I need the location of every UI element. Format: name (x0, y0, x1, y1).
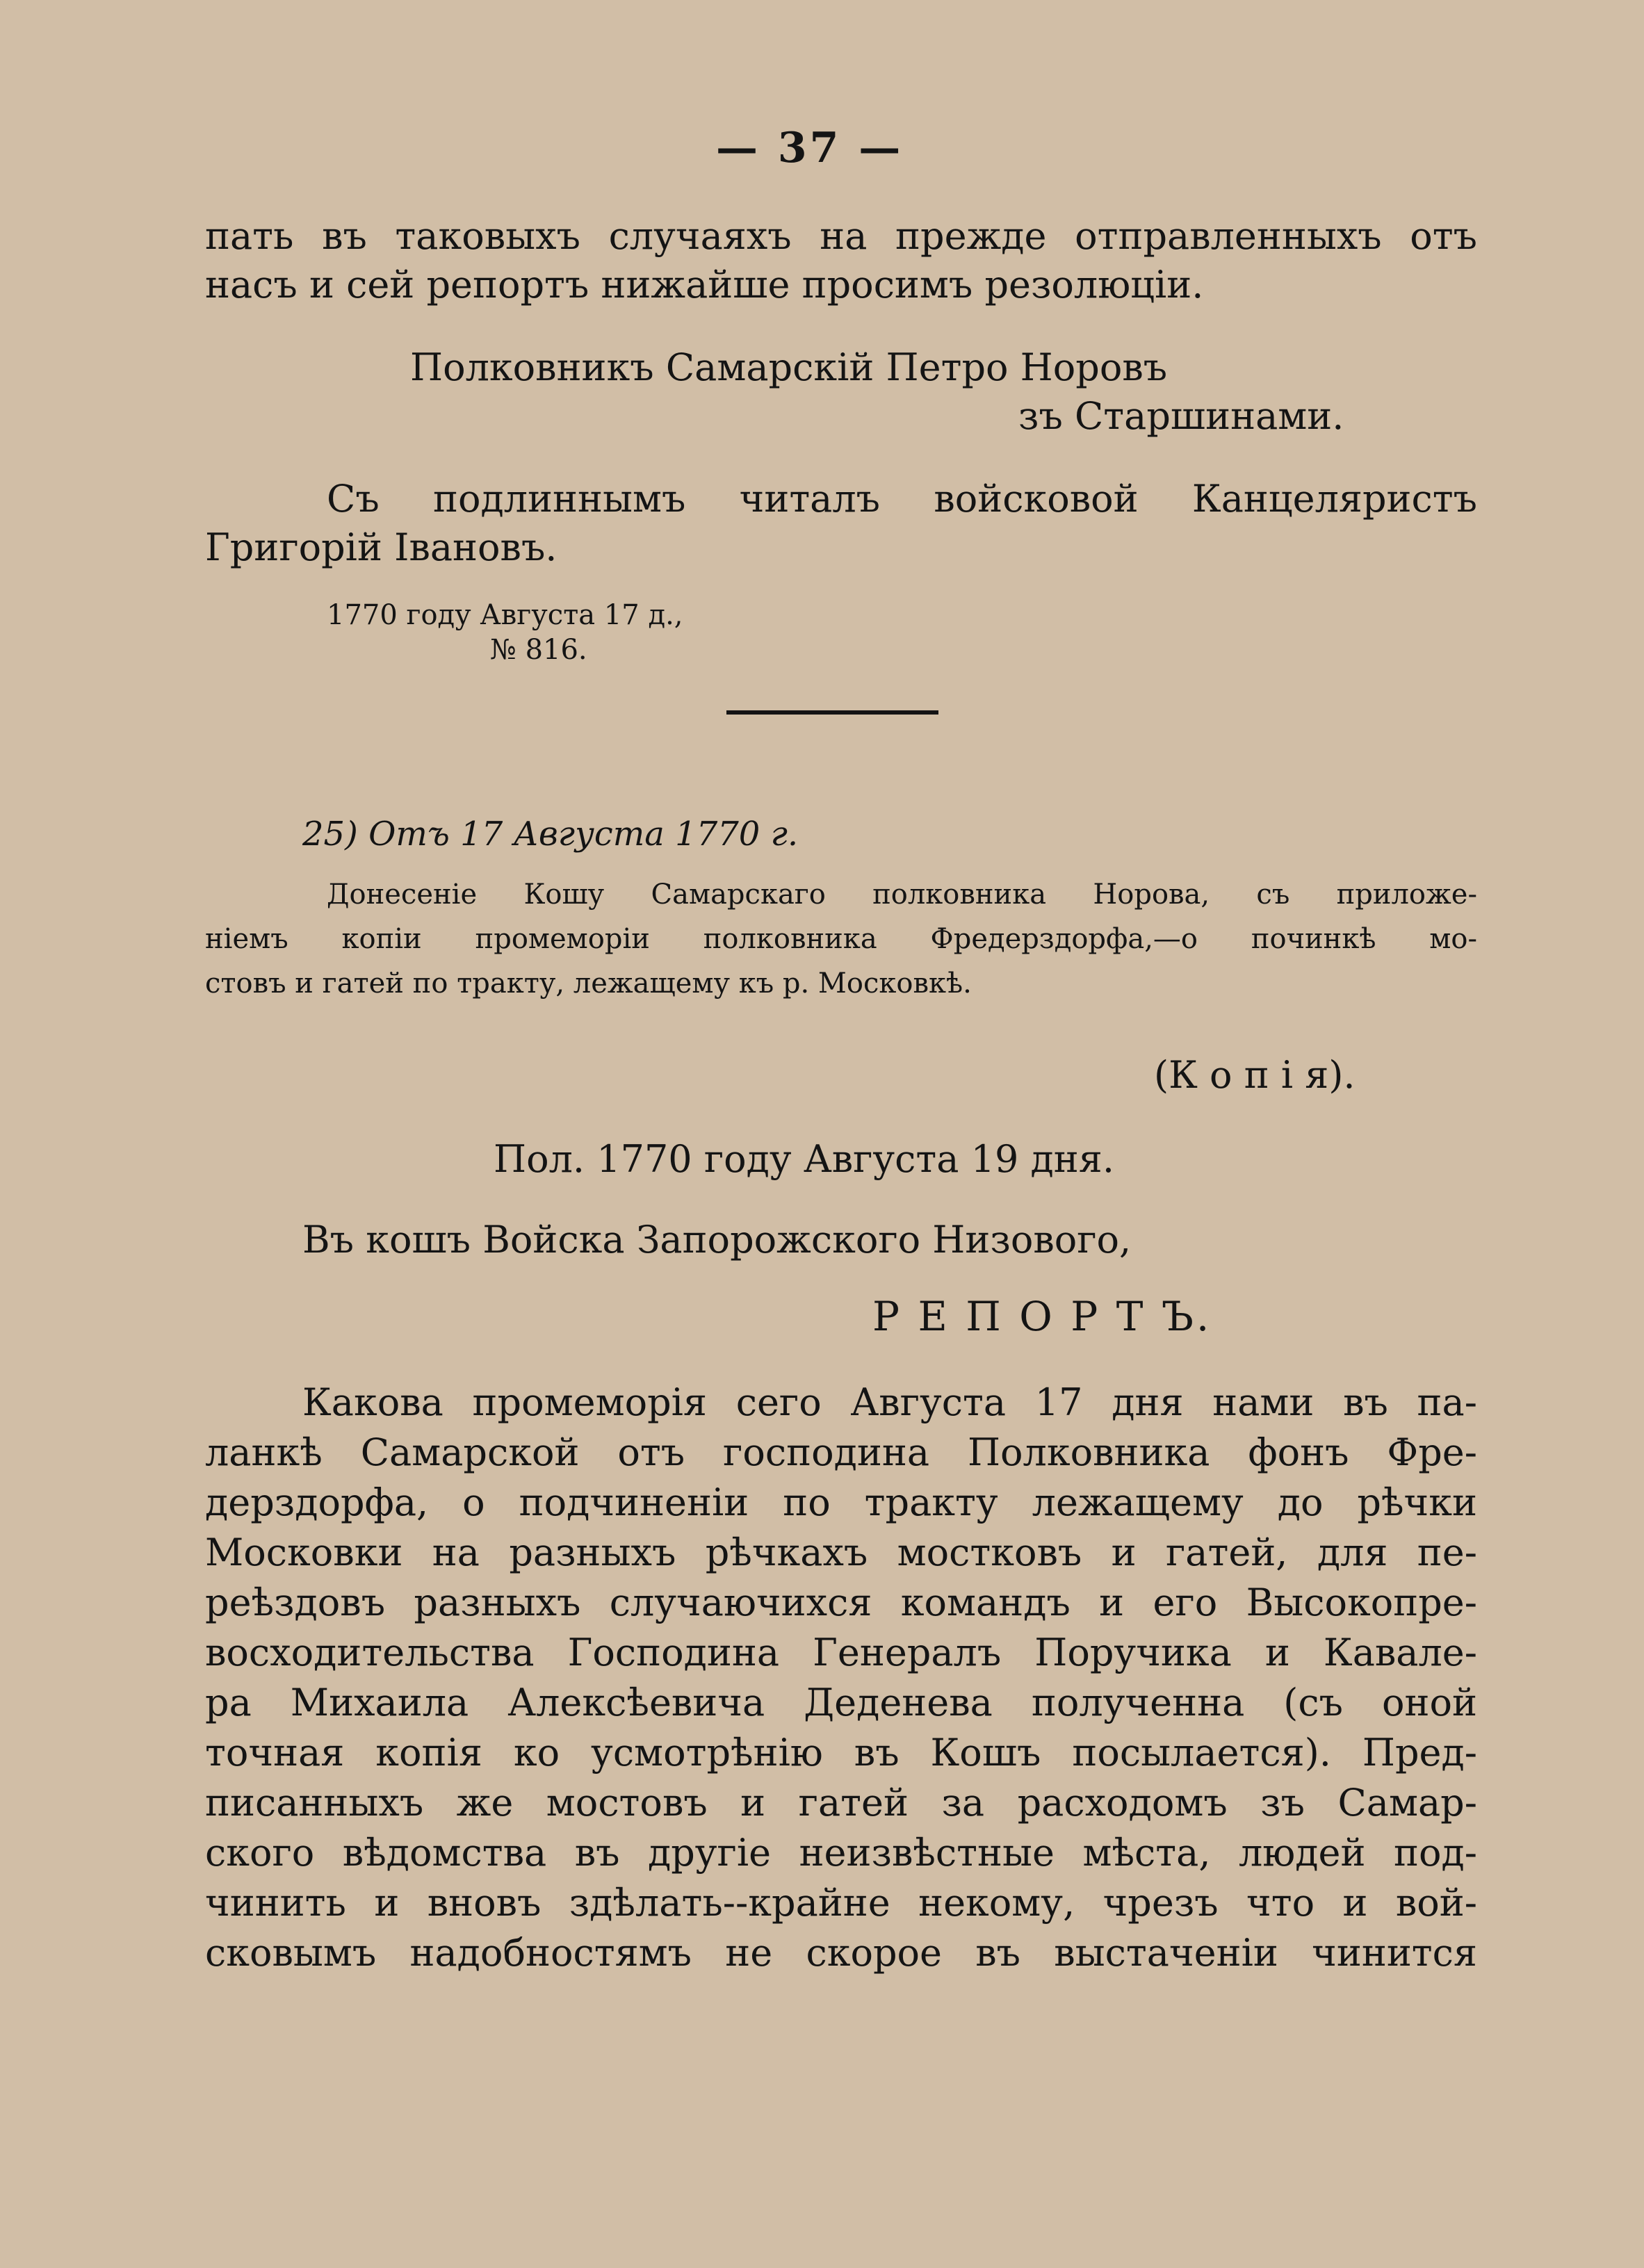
page-number: — 37 — (716, 124, 904, 172)
signature-line-2: зъ Старшинами. (1018, 394, 1344, 438)
main-paragraph-line-11: чинить и вновъ здѣлать--крайне некому, чрезъ что и вой- (205, 1881, 1477, 1925)
top-paragraph-line-2: насъ и сей репортъ нижайше просимъ резолюціи. (205, 263, 1204, 307)
addressee: Въ кошъ Войска Запорожского Низового, (302, 1218, 1132, 1262)
main-paragraph-line-2: ланкѣ Самарской отъ господина Полковника фонъ Фре- (205, 1430, 1477, 1474)
main-paragraph-line-9: писанныхъ же мостовъ и гатей за расходомъ зъ Самар- (205, 1781, 1477, 1825)
section-divider (726, 710, 938, 715)
main-paragraph-line-6: восходительства Господина Генералъ Поручика и Кавале- (205, 1631, 1477, 1674)
summary-line-3: стовъ и гатей по тракту, лежащему къ р. Московкѣ. (205, 968, 972, 1000)
verification-line-2: Григорій Івановъ. (205, 525, 558, 569)
main-paragraph-line-5: реѣздовъ разныхъ случаючихся командъ и его Высокопре- (205, 1581, 1477, 1624)
main-paragraph-line-7: ра Михаила Алексѣевича Деденева полученна (съ оной (205, 1681, 1477, 1724)
top-paragraph-line-1: пать въ таковыхъ случаяхъ на прежде отправленныхъ отъ (205, 214, 1477, 258)
copy-label: (К о п і я). (1154, 1053, 1356, 1097)
main-paragraph-line-12: сковымъ надобностямъ не скорое въ выстаченіи чинится (205, 1931, 1477, 1975)
main-paragraph-line-1: Какова промеморія сего Августа 17 дня нами въ па- (302, 1380, 1477, 1424)
section-heading: 25) Отъ 17 Августа 1770 г. (302, 815, 799, 854)
report-title: Р Е П О Р Т Ъ. (872, 1293, 1212, 1340)
summary-line-2: ніемъ копіи промеморіи полковника Фредерздорфа,—о починкѣ мо- (205, 923, 1477, 955)
main-paragraph-line-10: ского вѣдомства въ другіе неизвѣстные мѣста, людей под- (205, 1831, 1477, 1875)
date-note-line-1: 1770 году Августа 17 д., (327, 599, 683, 631)
received-note: Пол. 1770 году Августа 19 дня. (494, 1137, 1115, 1181)
main-paragraph-line-3: дерздорфа, о подчиненіи по тракту лежащему до рѣчки (205, 1480, 1477, 1524)
main-paragraph-line-8: точная копія ко усмотрѣнію въ Кошъ посылается). Пред- (205, 1731, 1477, 1775)
signature-line-1: Полковникъ Самарскій Петро Норовъ (410, 345, 1168, 389)
date-note-line-2: № 816. (490, 634, 587, 666)
main-paragraph-line-4: Московки на разныхъ рѣчкахъ мостковъ и гатей, для пе- (205, 1531, 1477, 1574)
summary-line-1: Донесеніе Кошу Самарскаго полковника Норова, съ приложе- (327, 879, 1477, 911)
verification-line-1: Съ подлиннымъ читалъ войсковой Канцеляристъ (327, 477, 1477, 521)
